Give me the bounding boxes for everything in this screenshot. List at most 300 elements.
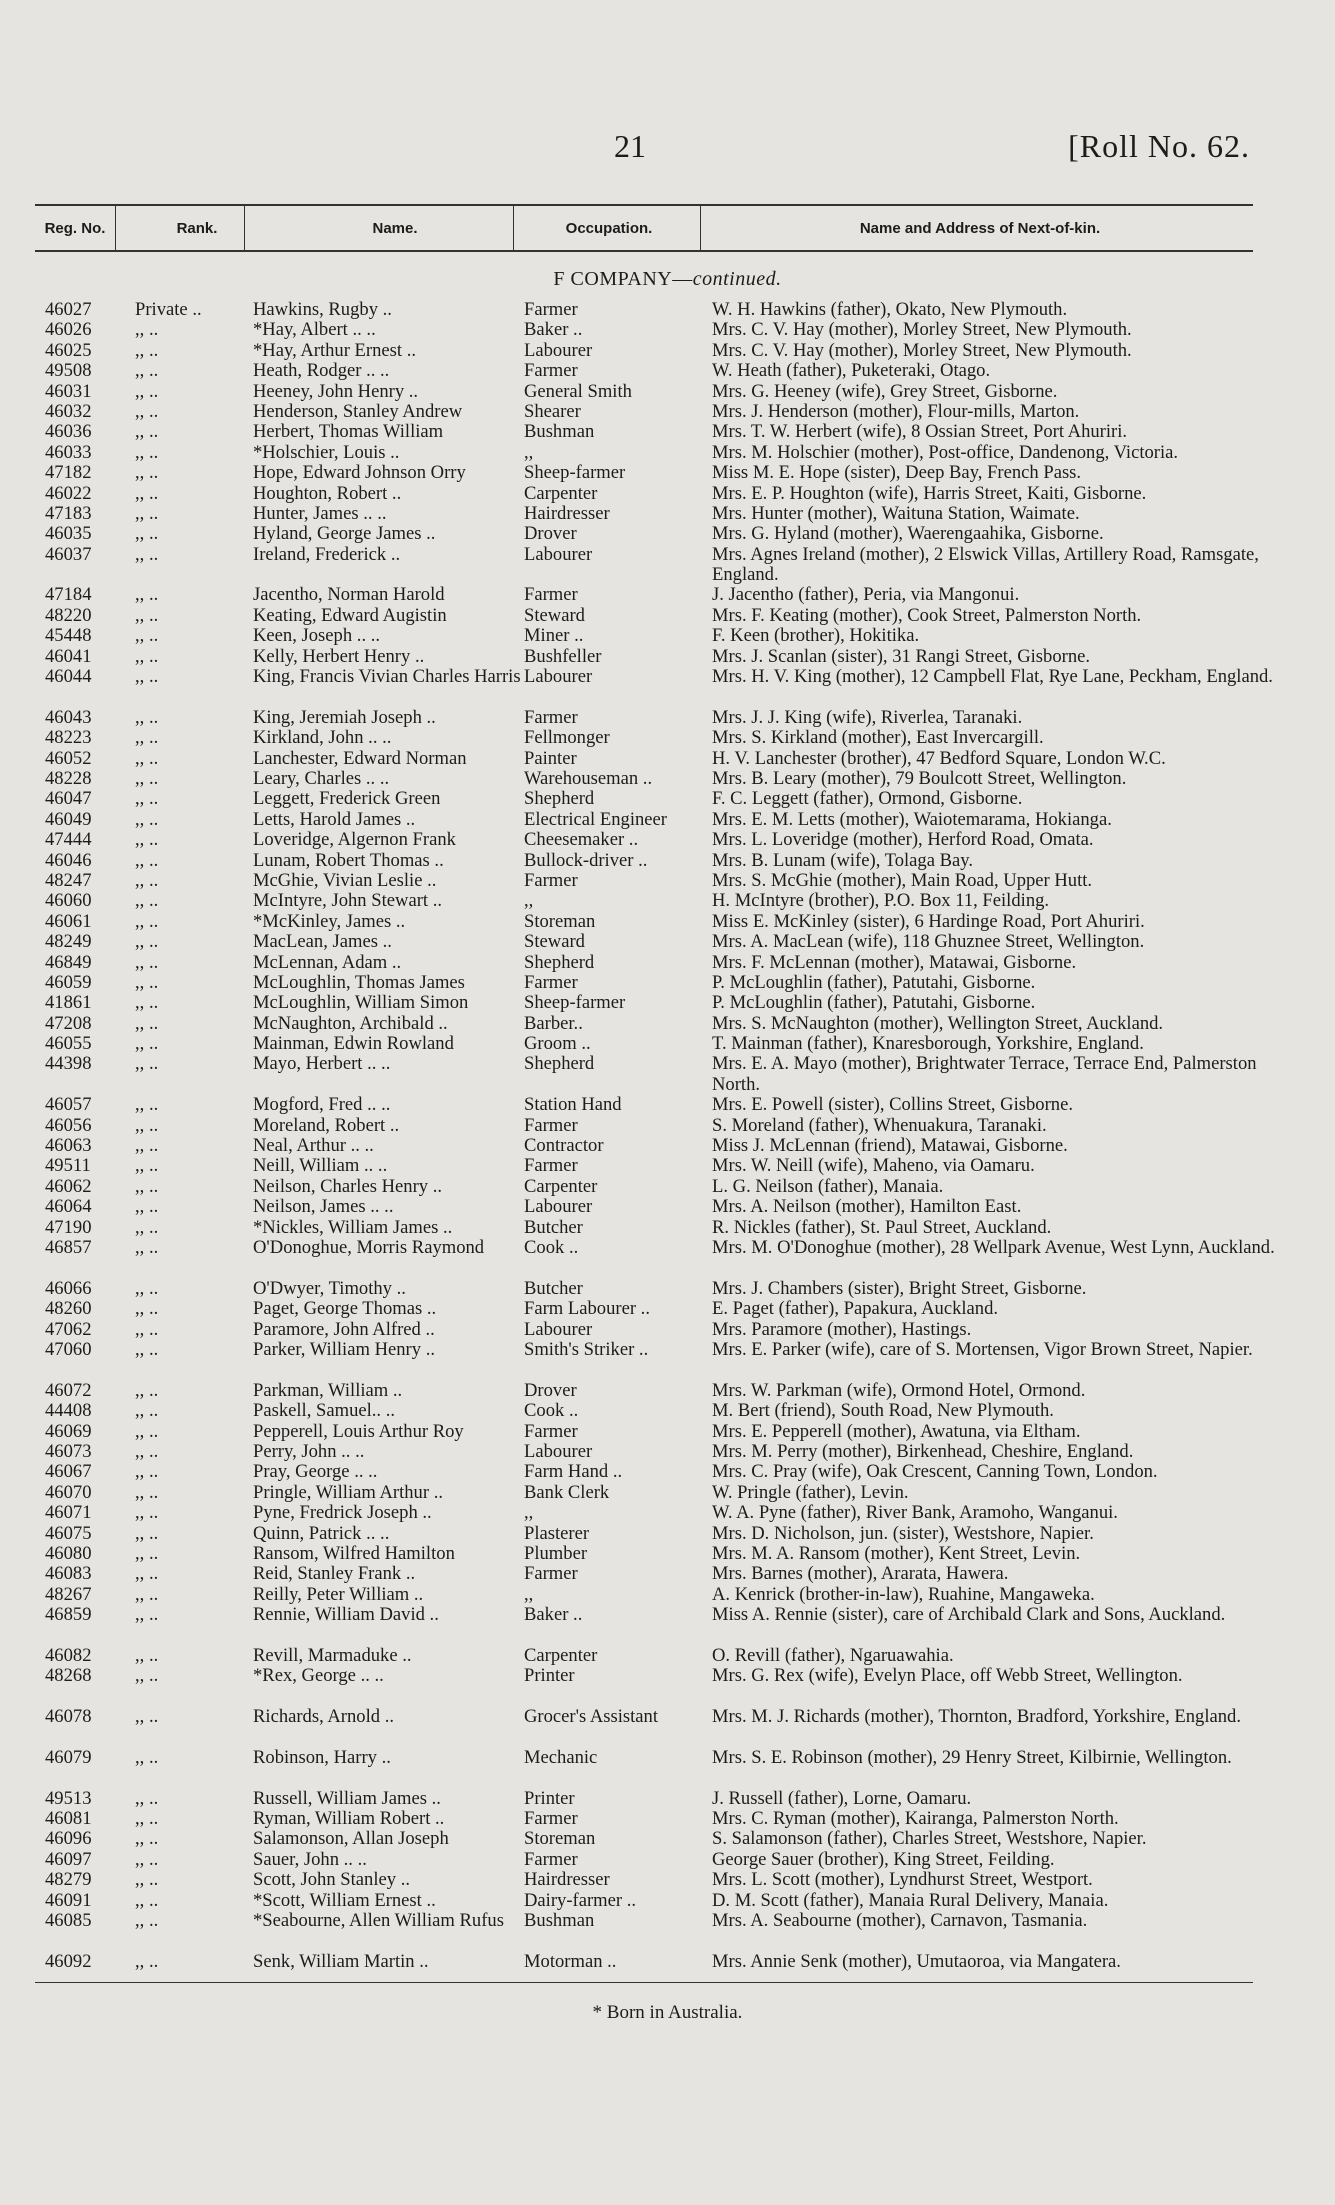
kin-cell: Mrs. W. Neill (wife), Maheno, via Oamaru. [712, 1155, 1035, 1177]
name-cell: Pringle, William Arthur .. [253, 1481, 443, 1503]
kin-cell: Mrs. Annie Senk (mother), Umutaoroa, via Mangatera. [712, 1950, 1121, 1972]
occupation-cell: Farmer [524, 706, 578, 728]
occupation-cell: Shearer [524, 400, 581, 422]
rank-cell: ,, .. [135, 1033, 159, 1055]
kin-cell: Mrs. J. Scanlan (sister), 31 Rangi Street, Gisborne. [712, 645, 1091, 667]
reg-cell: 48223 [45, 727, 92, 749]
occupation-cell: Cook .. [524, 1237, 579, 1259]
table-row [35, 300, 1255, 320]
kin-cell: A. Kenrick (brother-in-law), Ruahine, Mangaweka. [712, 1583, 1095, 1605]
reg-cell: 46097 [45, 1848, 92, 1870]
table-row [35, 606, 1255, 626]
kin-cell: J. Russell (father), Lorne, Oamaru. [712, 1787, 972, 1809]
name-cell: King, Jeremiah Joseph .. [253, 706, 436, 728]
kin-cell: Mrs. S. E. Robinson (mother), 29 Henry Street, Kilbirnie, Wellington. [712, 1746, 1232, 1768]
table-row [35, 1054, 1255, 1095]
reg-cell: 46075 [45, 1522, 92, 1544]
occupation-cell: Labourer [524, 1318, 593, 1340]
reg-cell: 46052 [45, 747, 92, 769]
name-cell: Russell, William James .. [253, 1787, 441, 1809]
kin-cell: Mrs. J. Chambers (sister), Bright Street, Gisborne. [712, 1277, 1087, 1299]
table-row [35, 1524, 1255, 1544]
reg-cell: 48247 [45, 869, 92, 891]
rank-cell: ,, .. [135, 1196, 159, 1218]
occupation-cell: Plumber [524, 1542, 588, 1564]
kin-cell: J. Jacentho (father), Peria, via Mangonui. [712, 584, 1020, 606]
name-cell: Kelly, Herbert Henry .. [253, 645, 425, 667]
occupation-cell: Hairdresser [524, 502, 610, 524]
name-cell: King, Francis Vivian Charles Harris [253, 666, 521, 688]
reg-cell: 46035 [45, 523, 92, 545]
occupation-cell: Drover [524, 1379, 577, 1401]
occupation-cell: Painter [524, 747, 577, 769]
kin-cell: Mrs. Hunter (mother), Waituna Station, Waimate. [712, 502, 1080, 524]
kin-cell: M. Bert (friend), South Road, New Plymouth. [712, 1400, 1054, 1422]
rank-cell: ,, .. [135, 1604, 159, 1626]
kin-cell: Miss E. McKinley (sister), 6 Hardinge Road, Port Ahuriri. [712, 910, 1145, 932]
occupation-cell: Station Hand [524, 1094, 622, 1116]
table-row [35, 1340, 1255, 1381]
table-row [35, 1320, 1255, 1340]
table-row [35, 1237, 1275, 1279]
table-row [35, 1952, 1255, 1972]
kin-cell: Mrs. G. Rex (wife), Evelyn Place, off Webb Street, Wellington. [712, 1665, 1183, 1687]
name-cell: Salamonson, Allan Joseph [253, 1828, 449, 1850]
rank-cell: ,, .. [135, 1461, 159, 1483]
name-cell: Richards, Arnold .. [253, 1706, 394, 1728]
rank-cell: ,, .. [135, 890, 159, 912]
occupation-cell: Steward [524, 604, 585, 626]
rank-cell: ,, .. [135, 1481, 159, 1503]
kin-cell: Mrs. T. W. Herbert (wife), 8 Ossian Street, Port Ahuriri. [712, 421, 1128, 443]
reg-cell: 46067 [45, 1461, 92, 1483]
rank-cell: ,, .. [135, 319, 159, 341]
kin-cell: Miss A. Rennie (sister), care of Archibald Clark and Sons, Auckland. [712, 1604, 1226, 1626]
name-cell: Senk, William Martin .. [253, 1950, 429, 1972]
reg-cell: 47060 [45, 1338, 92, 1360]
occupation-cell: Cheesemaker .. [524, 829, 639, 851]
col-divider [700, 206, 701, 250]
table-row [35, 402, 1255, 422]
name-cell: Leary, Charles .. .. [253, 768, 390, 790]
occupation-cell: Farm Hand .. [524, 1461, 623, 1483]
kin-cell: Mrs. E. M. Letts (mother), Waiotemarama, Hokianga. [712, 808, 1112, 830]
reg-cell: 48249 [45, 931, 92, 953]
rank-cell: ,, .. [135, 1828, 159, 1850]
reg-cell: 46849 [45, 951, 92, 973]
rank-cell: ,, .. [135, 1379, 159, 1401]
occupation-cell: Labourer [524, 339, 593, 361]
reg-cell: 48228 [45, 768, 92, 790]
reg-cell: 46055 [45, 1033, 92, 1055]
table-row [35, 932, 1255, 952]
kin-cell: Mrs. C. Ryman (mother), Kairanga, Palmerston North. [712, 1808, 1119, 1830]
rank-cell: ,, .. [135, 1787, 159, 1809]
table-row [35, 585, 1255, 605]
name-cell: Neilson, Charles Henry .. [253, 1175, 442, 1197]
rank-cell: ,, .. [135, 1094, 159, 1116]
occupation-cell: Sheep-farmer [524, 992, 626, 1014]
reg-cell: 46049 [45, 808, 92, 830]
reg-cell: 46044 [45, 666, 92, 688]
occupation-cell: Farmer [524, 1420, 578, 1442]
table-row [35, 647, 1255, 667]
name-cell: Pepperell, Louis Arthur Roy [253, 1420, 464, 1442]
rank-cell: ,, .. [135, 523, 159, 545]
kin-cell: W. Heath (father), Puketeraki, Otago. [712, 360, 991, 382]
rank-cell: ,, .. [135, 1237, 159, 1259]
reg-cell: 46063 [45, 1135, 92, 1157]
reg-cell: 44408 [45, 1400, 92, 1422]
table-row [35, 1911, 1255, 1952]
name-cell: Revill, Marmaduke .. [253, 1644, 412, 1666]
reg-cell: 46026 [45, 319, 92, 341]
reg-cell: 48260 [45, 1298, 92, 1320]
occupation-cell: ,, [524, 1583, 534, 1605]
table-row [35, 1850, 1255, 1870]
reg-cell: 46046 [45, 849, 92, 871]
occupation-cell: Motorman .. [524, 1950, 617, 1972]
rank-cell: ,, .. [135, 1808, 159, 1830]
occupation-cell: Baker .. [524, 1604, 583, 1626]
occupation-cell: Shepherd [524, 951, 595, 973]
occupation-cell: Electrical Engineer [524, 808, 667, 830]
kin-cell: W. A. Pyne (father), River Bank, Aramoho, Wanganui. [712, 1502, 1118, 1524]
occupation-cell: Bullock-driver .. [524, 849, 648, 871]
kin-cell: Mrs. Paramore (mother), Hastings. [712, 1318, 972, 1340]
rank-cell: ,, .. [135, 951, 159, 973]
table-row [35, 1870, 1255, 1890]
occupation-cell: Farmer [524, 1563, 578, 1585]
occupation-cell: Labourer [524, 1440, 593, 1462]
footnote: * Born in Australia. [592, 2002, 743, 2023]
occupation-cell: Farmer [524, 1808, 578, 1830]
rank-cell: ,, .. [135, 462, 159, 484]
table-bottom-rule [35, 1982, 1253, 1983]
occupation-cell: ,, [524, 890, 534, 912]
name-cell: *Holschier, Louis .. [253, 441, 400, 463]
rank-cell: ,, .. [135, 1746, 159, 1768]
kin-cell: Mrs. E. Parker (wife), care of S. Mortensen, Vigor Brown Street, Napier. [712, 1338, 1253, 1360]
table-row [35, 504, 1255, 524]
table-row [35, 912, 1255, 932]
reg-cell: 46078 [45, 1706, 92, 1728]
kin-cell: Mrs. B. Lunam (wife), Tolaga Bay. [712, 849, 974, 871]
name-cell: Quinn, Patrick .. .. [253, 1522, 390, 1544]
table-row [35, 422, 1255, 442]
table-row [35, 1891, 1255, 1911]
kin-cell: Mrs. W. Parkman (wife), Ormond Hotel, Ormond. [712, 1379, 1086, 1401]
reg-cell: 46085 [45, 1910, 92, 1931]
occupation-cell: Barber.. [524, 1012, 583, 1034]
rank-cell: ,, .. [135, 380, 159, 402]
reg-cell: 46081 [45, 1808, 92, 1830]
rank-cell: ,, .. [135, 727, 159, 749]
occupation-cell: Butcher [524, 1277, 583, 1299]
name-cell: Pray, George .. .. [253, 1461, 378, 1483]
reg-cell: 46041 [45, 645, 92, 667]
reg-cell: 47062 [45, 1318, 92, 1340]
table-row [35, 830, 1255, 850]
name-cell: Ransom, Wilfred Hamilton [253, 1542, 455, 1564]
kin-cell: Mrs. M. A. Ransom (mother), Kent Street, Levin. [712, 1542, 1081, 1564]
kin-cell: Mrs. E. A. Mayo (mother), Brightwater Terrace, Terrace End, Palmerston North. [712, 1053, 1257, 1095]
kin-cell: Miss J. McLennan (friend), Matawai, Gisborne. [712, 1135, 1068, 1157]
rank-cell: ,, .. [135, 502, 159, 524]
name-cell: Hyland, George James .. [253, 523, 436, 545]
kin-cell: Mrs. M. J. Richards (mother), Thornton, Bradford, Yorkshire, England. [712, 1706, 1242, 1728]
rank-cell: ,, .. [135, 1644, 159, 1666]
kin-cell: Mrs. A. Neilson (mother), Hamilton East. [712, 1196, 1022, 1218]
reg-cell: 46032 [45, 400, 92, 422]
kin-cell: Mrs. L. Loveridge (mother), Herford Road, Omata. [712, 829, 1094, 851]
name-cell: *Nickles, William James .. [253, 1216, 453, 1238]
rank-cell: ,, .. [135, 360, 159, 382]
reg-cell: 41861 [45, 992, 92, 1014]
occupation-cell: Farmer [524, 1155, 578, 1177]
reg-cell: 46091 [45, 1889, 92, 1911]
occupation-cell: Contractor [524, 1135, 604, 1157]
kin-cell: P. McLoughlin (father), Patutahi, Gisborne. [712, 992, 1036, 1014]
table-row [35, 728, 1255, 748]
rank-cell: ,, .. [135, 1440, 159, 1462]
name-cell: Paramore, John Alfred .. [253, 1318, 435, 1340]
reg-cell: 46092 [45, 1950, 92, 1972]
reg-cell: 46060 [45, 890, 92, 912]
table-row [35, 1299, 1255, 1319]
reg-cell: 46047 [45, 788, 92, 810]
occupation-cell: Groom .. [524, 1033, 591, 1055]
kin-cell: F. Keen (brother), Hokitika. [712, 625, 920, 647]
name-cell: Paget, George Thomas .. [253, 1298, 437, 1320]
table-row [35, 524, 1255, 544]
reg-cell: 46072 [45, 1379, 92, 1401]
rank-cell: ,, .. [135, 1502, 159, 1524]
section-continued: continued. [692, 268, 782, 290]
name-cell: Reilly, Peter William .. [253, 1583, 424, 1605]
table-row [35, 666, 1273, 708]
occupation-cell: ,, [524, 1502, 534, 1524]
occupation-cell: Smith's Striker .. [524, 1338, 649, 1360]
occupation-cell: Carpenter [524, 482, 598, 504]
table-row [35, 1442, 1255, 1462]
name-cell: Rennie, William David .. [253, 1604, 439, 1626]
table-row [35, 1809, 1255, 1829]
rank-cell: ,, .. [135, 1583, 159, 1605]
occupation-cell: Farmer [524, 584, 578, 606]
name-cell: McGhie, Vivian Leslie .. [253, 869, 437, 891]
rank-cell: ,, .. [135, 706, 159, 728]
name-cell: Mayo, Herbert .. .. [253, 1053, 391, 1075]
rank-cell: ,, .. [135, 992, 159, 1014]
name-cell: *McKinley, James .. [253, 910, 406, 932]
kin-cell: Mrs. F. McLennan (mother), Matawai, Gisborne. [712, 951, 1077, 973]
name-cell: Scott, John Stanley .. [253, 1869, 411, 1891]
name-cell: McNaughton, Archibald .. [253, 1012, 448, 1034]
table-row [35, 1564, 1255, 1584]
table-row [35, 1422, 1255, 1442]
kin-cell: Mrs. H. V. King (mother), 12 Campbell Flat, Rye Lane, Peckham, England. [712, 666, 1273, 688]
name-cell: Keating, Edward Augistin [253, 604, 447, 626]
table-row [35, 1748, 1255, 1789]
rank-cell: ,, .. [135, 931, 159, 953]
occupation-cell: Miner .. [524, 625, 584, 647]
kin-cell: Mrs. S. Kirkland (mother), East Invercargill. [712, 727, 1044, 749]
name-cell: Sauer, John .. .. [253, 1848, 367, 1870]
header-occupation: Occupation. [565, 219, 653, 237]
header-reg: Reg. No. [44, 219, 106, 237]
reg-cell: 46073 [45, 1440, 92, 1462]
rank-cell: ,, .. [135, 829, 159, 851]
name-cell: Robinson, Harry .. [253, 1746, 391, 1768]
roll-number: [Roll No. 62. [1068, 128, 1250, 164]
rank-cell: ,, .. [135, 788, 159, 810]
occupation-cell: Farmer [524, 869, 578, 891]
reg-cell: 46066 [45, 1277, 92, 1299]
reg-cell: 46062 [45, 1175, 92, 1197]
name-cell: Heeney, John Henry .. [253, 380, 419, 402]
reg-cell: 46022 [45, 482, 92, 504]
table-row [35, 1605, 1255, 1646]
occupation-cell: Bushman [524, 421, 595, 443]
table-row [35, 1585, 1255, 1605]
table-row [35, 1666, 1255, 1707]
occupation-cell: Carpenter [524, 1644, 598, 1666]
rank-cell: ,, .. [135, 1216, 159, 1238]
occupation-cell: Labourer [524, 1196, 593, 1218]
kin-cell: Mrs. B. Leary (mother), 79 Boulcott Street, Wellington. [712, 768, 1127, 790]
kin-cell: R. Nickles (father), St. Paul Street, Auckland. [712, 1216, 1052, 1238]
section-company: F COMPANY— [553, 268, 693, 290]
table-row [35, 749, 1255, 769]
name-cell: Jacentho, Norman Harold [253, 584, 445, 606]
rank-cell: ,, .. [135, 1910, 159, 1931]
name-cell: Ireland, Frederick .. [253, 543, 401, 565]
header-bottom-rule [35, 250, 1253, 252]
rank-cell: ,, .. [135, 910, 159, 932]
table-row [35, 1218, 1255, 1238]
reg-cell: 48268 [45, 1665, 92, 1687]
reg-cell: 46070 [45, 1481, 92, 1503]
reg-cell: 46056 [45, 1114, 92, 1136]
rank-cell: ,, .. [135, 1563, 159, 1585]
kin-cell: Mrs. A. MacLean (wife), 118 Ghuznee Street, Wellington. [712, 931, 1145, 953]
reg-cell: 47444 [45, 829, 92, 851]
occupation-cell: General Smith [524, 380, 632, 402]
rank-cell: ,, .. [135, 869, 159, 891]
name-cell: Ryman, William Robert .. [253, 1808, 445, 1830]
occupation-cell: Farmer [524, 1114, 578, 1136]
rank-cell: ,, .. [135, 604, 159, 626]
name-cell: MacLean, James .. [253, 931, 392, 953]
reg-cell: 46071 [45, 1502, 92, 1524]
kin-cell: Mrs. F. Keating (mother), Cook Street, Palmerston North. [712, 604, 1142, 626]
kin-cell: Mrs. J. J. King (wife), Riverlea, Taranaki. [712, 706, 1023, 728]
occupation-cell: Bushman [524, 1910, 595, 1931]
occupation-cell: Bushfeller [524, 645, 602, 667]
kin-cell: T. Mainman (father), Knaresborough, Yorkshire, England. [712, 1033, 1144, 1055]
table-row [35, 1156, 1255, 1176]
reg-cell: 46069 [45, 1420, 92, 1442]
occupation-cell: Dairy-farmer .. [524, 1889, 637, 1911]
table-row [35, 871, 1255, 891]
table-row [35, 484, 1255, 504]
kin-cell: Mrs. M. O'Donoghue (mother), 28 Wellpark Avenue, West Lynn, Auckland. [712, 1237, 1275, 1259]
kin-cell: Mrs. S. McGhie (mother), Main Road, Upper Hutt. [712, 869, 1093, 891]
reg-cell: 47184 [45, 584, 92, 606]
table-row [35, 1177, 1255, 1197]
name-cell: Lanchester, Edward Norman [253, 747, 467, 769]
rank-cell: ,, .. [135, 808, 159, 830]
name-cell: Neill, William .. .. [253, 1155, 388, 1177]
kin-cell: P. McLoughlin (father), Patutahi, Gisborne. [712, 971, 1036, 993]
reg-cell: 46037 [45, 543, 92, 565]
rank-cell: ,, .. [135, 1277, 159, 1299]
rank-cell: ,, .. [135, 971, 159, 993]
name-cell: Keen, Joseph .. .. [253, 625, 381, 647]
occupation-cell: Labourer [524, 666, 593, 688]
rank-cell: ,, .. [135, 1012, 159, 1034]
reg-cell: 48220 [45, 604, 92, 626]
rank-cell: ,, .. [135, 584, 159, 606]
name-cell: *Hay, Arthur Ernest .. [253, 339, 417, 361]
kin-cell: H. V. Lanchester (brother), 47 Bedford Square, London W.C. [712, 747, 1166, 769]
occupation-cell: ,, [524, 441, 534, 463]
name-cell: O'Donoghue, Morris Raymond [253, 1237, 485, 1259]
col-divider [244, 206, 245, 250]
reg-cell: 46064 [45, 1196, 92, 1218]
table-header [35, 206, 1253, 250]
rank-cell: ,, .. [135, 1542, 159, 1564]
name-cell: Paskell, Samuel.. .. [253, 1400, 396, 1422]
rank-cell: ,, .. [135, 1869, 159, 1891]
name-cell: Hope, Edward Johnson Orry [253, 462, 466, 484]
table-row [35, 1503, 1255, 1523]
name-cell: Letts, Harold James .. [253, 808, 416, 830]
occupation-cell: Butcher [524, 1216, 583, 1238]
table-row [35, 789, 1255, 809]
kin-cell: George Sauer (brother), King Street, Feilding. [712, 1848, 1055, 1870]
name-cell: Perry, John .. .. [253, 1440, 365, 1462]
name-cell: Lunam, Robert Thomas .. [253, 849, 444, 871]
table-row [35, 626, 1255, 646]
name-cell: Kirkland, John .. .. [253, 727, 392, 749]
kin-cell: Mrs. M. Perry (mother), Birkenhead, Cheshire, England. [712, 1440, 1134, 1462]
table-row [35, 1381, 1255, 1401]
reg-cell: 48267 [45, 1583, 92, 1605]
kin-cell: O. Revill (father), Ngaruawahia. [712, 1644, 954, 1666]
table-row [35, 1116, 1255, 1136]
occupation-cell: Carpenter [524, 1175, 598, 1197]
rank-cell: ,, .. [135, 1175, 159, 1197]
name-cell: Heath, Rodger .. .. [253, 360, 390, 382]
rank-cell: ,, .. [135, 482, 159, 504]
occupation-cell: Drover [524, 523, 577, 545]
kin-cell: S. Salamonson (father), Charles Street, Westshore, Napier. [712, 1828, 1147, 1850]
name-cell: McLoughlin, William Simon [253, 992, 469, 1014]
rank-cell: ,, .. [135, 645, 159, 667]
rank-cell: ,, .. [135, 421, 159, 443]
table-row [35, 1789, 1255, 1809]
col-divider [115, 206, 116, 250]
table-row [35, 443, 1255, 463]
name-cell: *Scott, William Ernest .. [253, 1889, 436, 1911]
rank-cell: ,, .. [135, 1338, 159, 1360]
reg-cell: 46083 [45, 1563, 92, 1585]
occupation-cell: Grocer's Assistant [524, 1706, 659, 1728]
reg-cell: 49513 [45, 1787, 92, 1809]
reg-cell: 46857 [45, 1237, 92, 1259]
